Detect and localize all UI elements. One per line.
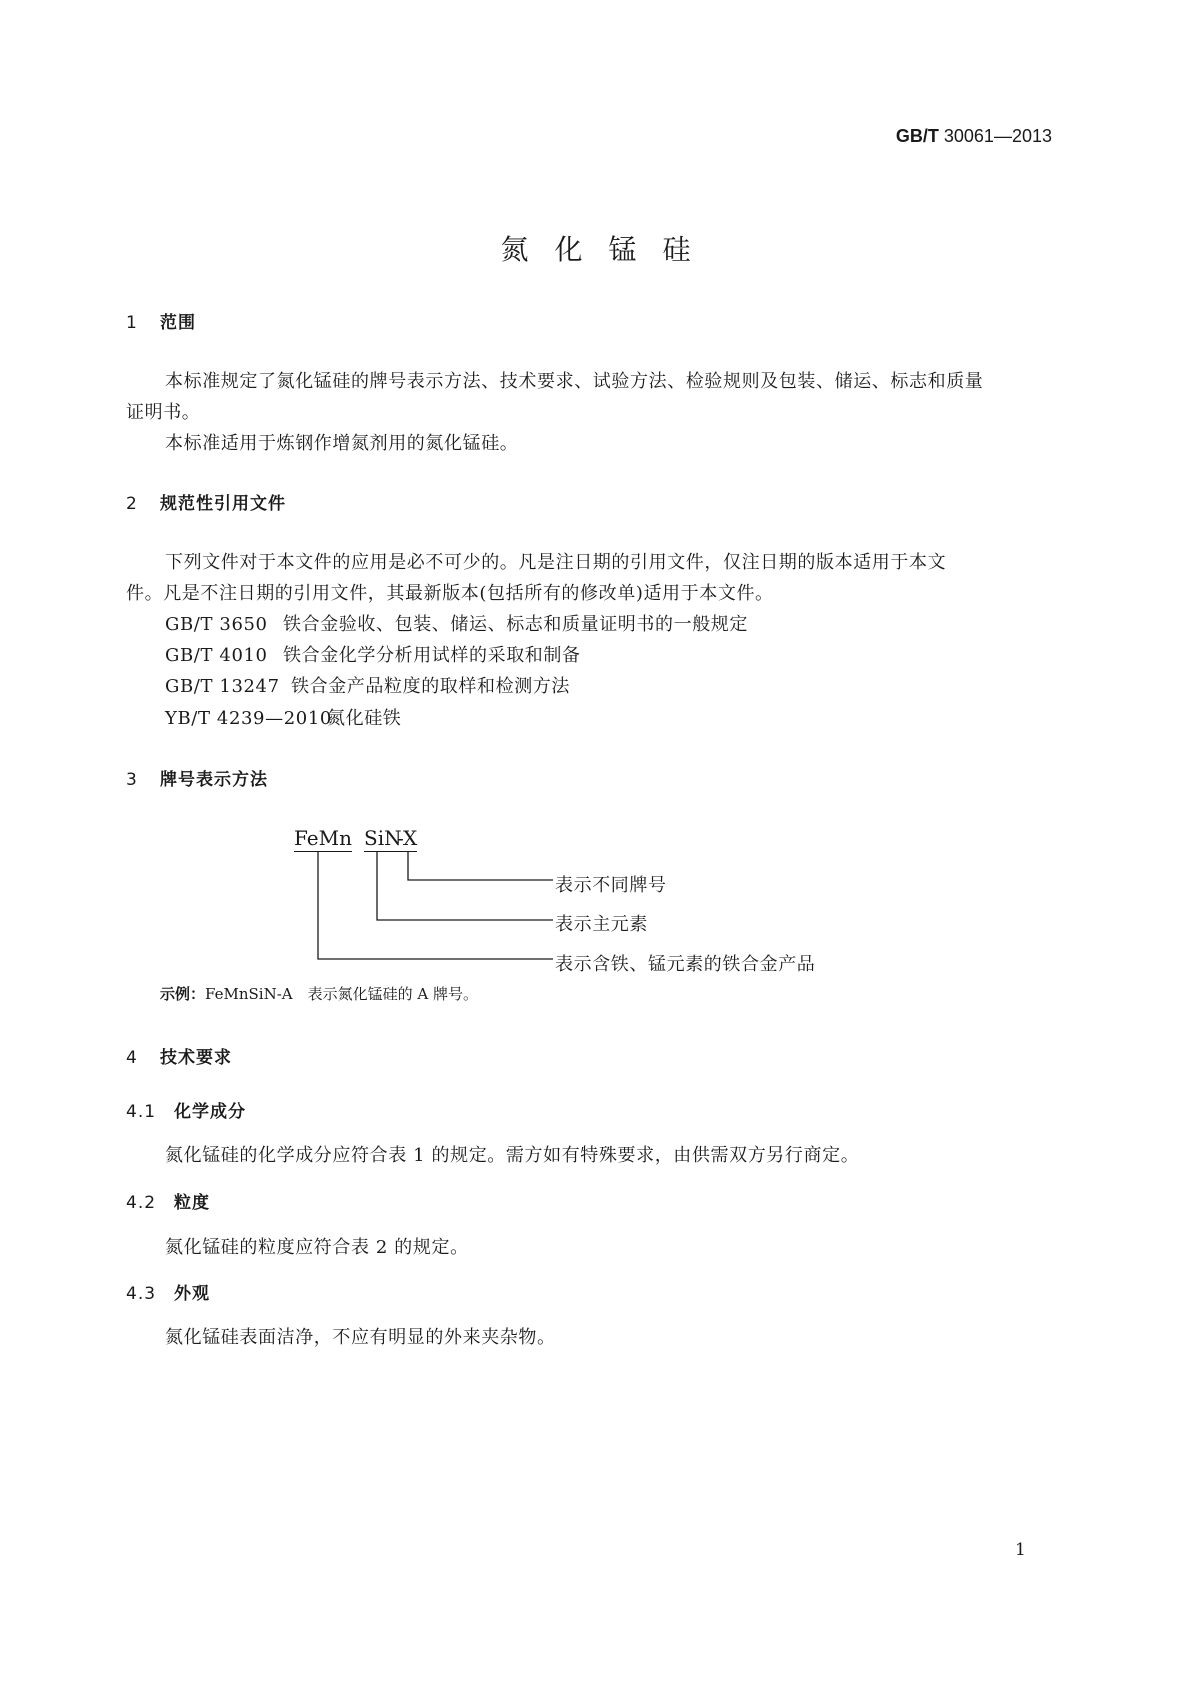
page-number: 1	[1015, 1540, 1026, 1560]
subsection-4-2-heading: 4.2 粒度	[126, 1193, 210, 1213]
grade-code-part-product: FeMn	[294, 826, 352, 850]
leader-line-element	[377, 851, 553, 920]
leader-line-product	[318, 851, 553, 959]
section-2-heading: 2 规范性引用文件	[126, 494, 286, 514]
grade-code-part-grade: -X	[397, 826, 418, 850]
diagram-label-product: 表示含铁、锰元素的铁合金产品	[555, 954, 816, 975]
standard-code: GB/T 30061—2013	[895, 126, 1052, 146]
section-1-paragraph-1-line-1: 本标准规定了氮化锰硅的牌号表示方法、技术要求、试验方法、检验规则及包装、储运、标志和质量	[165, 371, 984, 392]
section-2-paragraph-line-2: 件。凡是不注日期的引用文件，其最新版本(包括所有的修改单)适用于本文件。	[126, 583, 774, 604]
section-1-heading: 1 范围	[126, 313, 196, 333]
leader-line-grade	[408, 851, 553, 880]
grade-code-part-element: SiN	[364, 826, 402, 850]
section-3-heading: 3 牌号表示方法	[126, 770, 268, 790]
reference-item: GB/T 4010 铁合金化学分析用试样的采取和制备	[165, 645, 581, 666]
reference-item: YB/T 4239—2010氮化硅铁	[165, 708, 402, 729]
section-1-paragraph-1-line-2: 证明书。	[126, 402, 201, 423]
example-note: 示例：FeMnSiN-A 表示氮化锰硅的 A 牌号。	[160, 985, 478, 1003]
section-1-paragraph-2: 本标准适用于炼钢作增氮剂用的氮化锰硅。	[165, 433, 519, 454]
diagram-label-grade: 表示不同牌号	[555, 875, 667, 896]
subsection-4-3-heading: 4.3 外观	[126, 1284, 210, 1304]
reference-item: GB/T 13247 铁合金产品粒度的取样和检测方法	[165, 676, 570, 697]
diagram-label-element: 表示主元素	[555, 914, 648, 935]
page-title: 氮化锰硅	[500, 233, 717, 266]
section-4-heading: 4 技术要求	[126, 1048, 232, 1068]
subsection-4-2-text: 氮化锰硅的粒度应符合表 2 的规定。	[165, 1237, 469, 1258]
subsection-4-1-heading: 4.1 化学成分	[126, 1102, 246, 1122]
section-2-paragraph-line-1: 下列文件对于本文件的应用是必不可少的。凡是注日期的引用文件，仅注日期的版本适用于本文	[165, 552, 947, 573]
subsection-4-1-text: 氮化锰硅的化学成分应符合表 1 的规定。需方如有特殊要求，由供需双方另行商定。	[165, 1145, 860, 1166]
subsection-4-3-text: 氮化锰硅表面洁净，不应有明显的外来夹杂物。	[165, 1327, 556, 1348]
reference-item: GB/T 3650 铁合金验收、包装、储运、标志和质量证明书的一般规定	[165, 614, 748, 635]
